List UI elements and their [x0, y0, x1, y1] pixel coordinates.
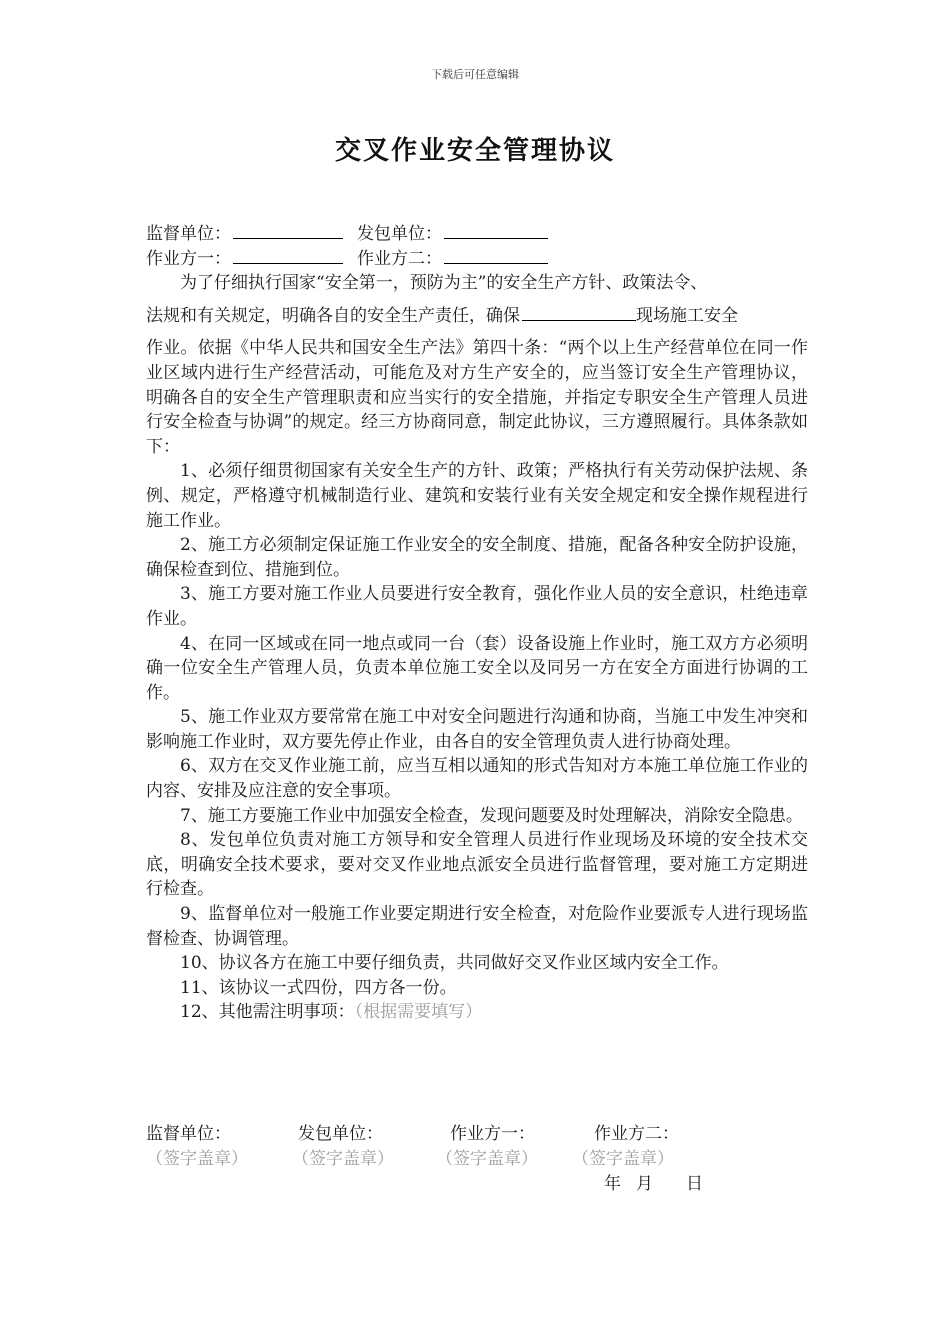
date-day: 日 [686, 1174, 703, 1194]
agreement-body [146, 222, 808, 1025]
supervisor-blank[interactable] [233, 222, 343, 239]
worker2-label: 作业方二： [357, 248, 442, 269]
seal-hint-contractor: （签字盖章） [292, 1149, 394, 1169]
clause-6: 6、双方在交叉作业施工前，应当互相以通知的形式告知对方本施工单位施工作业的内容、安排及应注意的安全事项。 [146, 756, 808, 802]
intro-line-2-after: 现场施工安全 [636, 305, 738, 326]
seal-hint-supervisor: （签字盖章） [146, 1149, 248, 1169]
clause-5: 5、施工作业双方要常常在施工中对安全问题进行沟通和协商，当施工中发生冲突和影响施工作业时，双方要先停止作业，由各自的安全管理负责人进行协商处理。 [146, 707, 808, 752]
worker1-label: 作业方一： [146, 248, 231, 269]
clause-7: 7、施工方要施工作业中加强安全检查，发现问题要及时处理解决，消除安全隐患。 [180, 805, 803, 826]
clause-1: 1、必须仔细贯彻国家有关安全生产的方针、政策；严格执行有关劳动保护法规、条例、规定，严格遵守机械制造行业、建筑和安装行业有关安全规定和安全操作规程进行施工作业。 [146, 461, 808, 531]
document-title: 交叉作业安全管理协议 [334, 136, 615, 166]
sign-contractor-label: 发包单位： [298, 1124, 383, 1144]
contractor-blank[interactable] [444, 222, 548, 239]
signature-seal-hints [146, 1147, 766, 1172]
sign-worker1-label: 作业方一： [450, 1124, 535, 1144]
seal-hint-worker2: （签字盖章） [572, 1149, 674, 1169]
sign-worker2-label: 作业方二： [594, 1124, 679, 1144]
date-month: 月 [636, 1174, 653, 1194]
date-row [146, 1172, 766, 1197]
project-blank[interactable] [522, 304, 636, 321]
intro-rest: 作业。依据《中华人民共和国安全生产法》第四十条：“两个以上生产经营单位在同一作业区域内进行生产经营活动，可能危及对方生产安全的，应当签订安全生产管理协议，明确各自的安全生产管理职责和应当实行的安全措施，并指定专职安全生产管理人员进行安全检查与协调”的规定。经三方协商同意，制定此协议，三方遵照履行。具体条款如下： [146, 338, 808, 457]
clause-4: 4、在同一区域或在同一地点或同一台（套）设备设施上作业时，施工双方方必须明确一位安全生产管理人员，负责本单位施工安全以及同另一方在安全方面进行协调的工作。 [146, 633, 808, 703]
clause-2: 2、施工方必须制定保证施工作业安全的安全制度、措施，配备各种安全防护设施，确保检查到位、措施到位。 [146, 535, 808, 580]
sign-supervisor-label: 监督单位： [146, 1124, 231, 1144]
seal-hint-worker1: （签字盖章） [436, 1149, 538, 1169]
intro-line-2 [146, 304, 808, 329]
parties-row-2 [146, 247, 808, 272]
supervisor-label: 监督单位： [146, 224, 231, 244]
clause-12 [146, 1000, 808, 1025]
worker1-blank[interactable] [233, 247, 343, 264]
date-year: 年 [604, 1174, 621, 1194]
parties-row-1 [146, 222, 808, 247]
clause-3: 3、施工方要对施工作业人员要进行安全教育，强化作业人员的安全意识，杜绝违章作业。 [146, 584, 808, 629]
clause-8: 8、发包单位负责对施工方领导和安全管理人员进行作业现场及环境的安全技术交底，明确安全技术要求，要对交叉作业地点派安全员进行监督管理，要对施工方定期进行检查。 [146, 830, 808, 900]
worker2-blank[interactable] [444, 247, 548, 264]
intro-line-2-before: 法规和有关规定，明确各自的安全生产责任，确保 [146, 305, 520, 326]
signature-labels [146, 1122, 766, 1147]
clause-9: 9、监督单位对一般施工作业要定期进行安全检查，对危险作业要派专人进行现场监督检查、协调管理。 [146, 904, 808, 949]
header-note: 下载后可任意编辑 [431, 68, 519, 81]
clause-12-hint: （根据需要填写） [354, 1002, 483, 1023]
clause-12-label: 12、其他需注明事项： [180, 1002, 355, 1023]
intro-line-1: 为了仔细执行国家“安全第一，预防为主”的安全生产方针、政策法令、 [180, 273, 708, 294]
clause-10: 10、协议各方在施工中要仔细负责，共同做好交叉作业区域内安全工作。 [180, 953, 729, 974]
signature-block [146, 1122, 766, 1197]
clause-11: 11、该协议一式四份，四方各一份。 [180, 977, 457, 998]
contractor-label: 发包单位： [357, 224, 442, 244]
